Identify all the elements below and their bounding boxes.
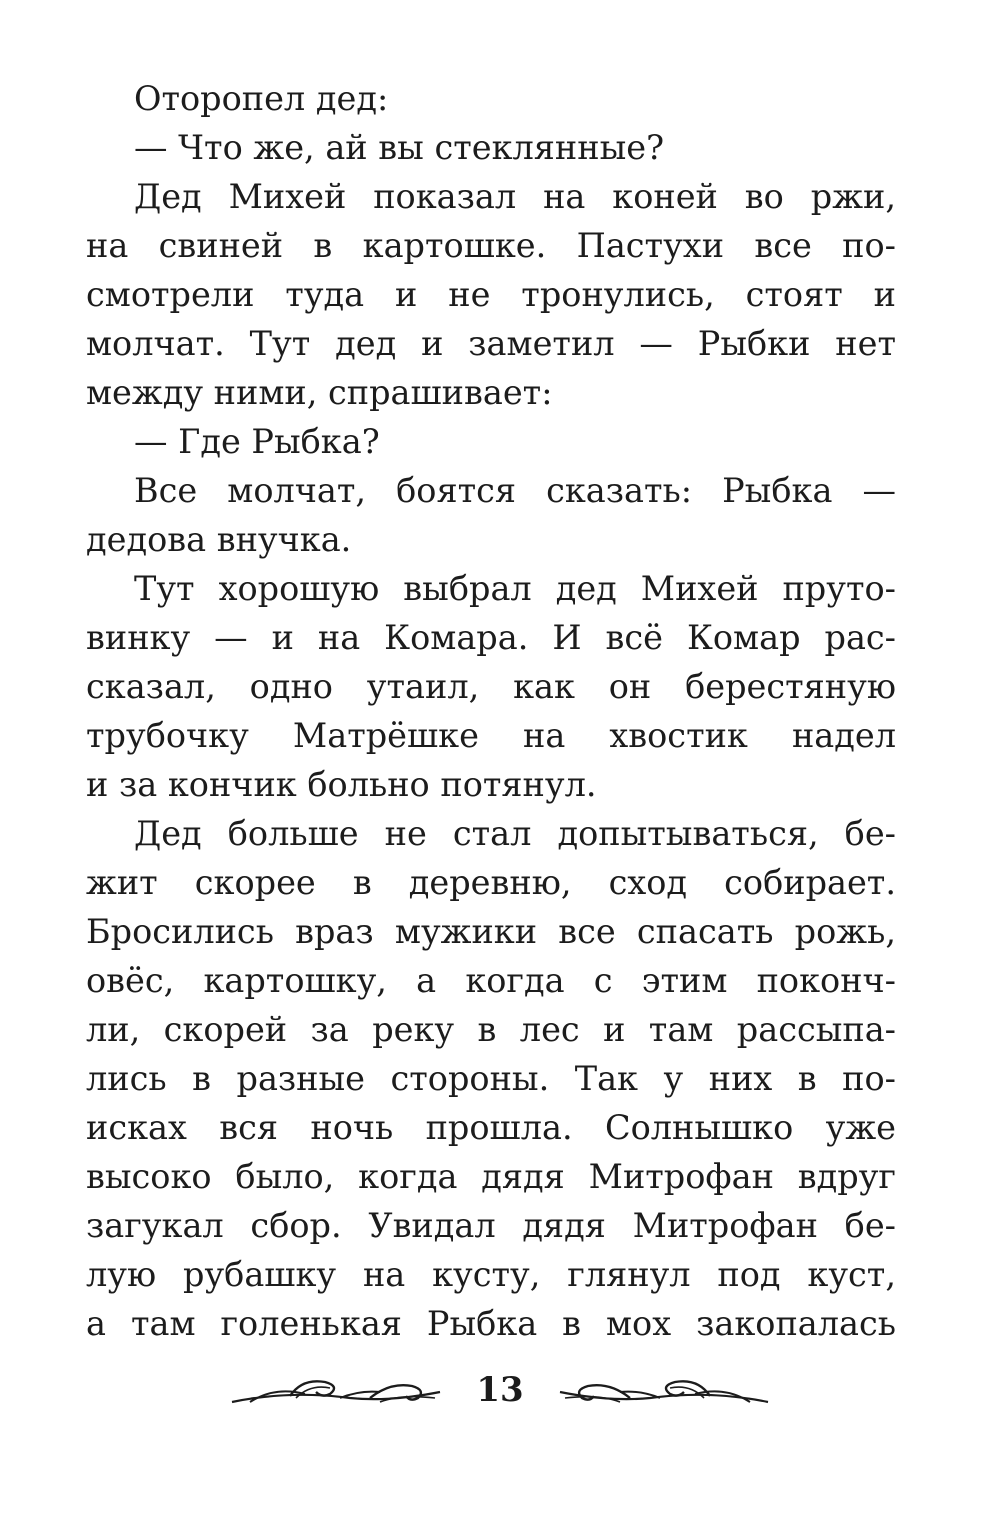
text-line: винку — и на Комара. И всё Комар рас- [86, 618, 896, 657]
text-line: молчат. Тут дед и заметил — Рыбки нет [86, 324, 896, 363]
text-line: Дед больше не стал допытываться, бе- [134, 814, 896, 853]
text-line: овёс, картошку, а когда с этим поконч- [86, 961, 896, 1000]
text-line: исках вся ночь прошла. Солнышко уже [86, 1108, 896, 1147]
text-line: Бросились враз мужики все спасать рожь, [86, 912, 896, 951]
text-line: сказал, одно утаил, как он берестяную [86, 667, 896, 706]
page-footer [230, 1368, 770, 1418]
text-line: трубочку Матрёшке на хвостик надел [86, 716, 896, 755]
text-line: высоко было, когда дядя Митрофан вдруг [86, 1157, 896, 1196]
text-line: смотрели туда и не тронулись, стоят и [86, 275, 896, 314]
text-line: Тут хорошую выбрал дед Михей пруто- [134, 569, 896, 608]
text-line: лись в разные стороны. Так у них в по- [86, 1059, 896, 1098]
text-line: между ними, спрашивает: [86, 373, 553, 412]
text-line: — Где Рыбка? [134, 422, 380, 461]
text-line: лую рубашку на кусту, глянул под куст, [86, 1255, 896, 1294]
text-line: Оторопел дед: [134, 79, 389, 118]
page-text [86, 74, 896, 1348]
text-line: жит скорее в деревню, сход собирает. [86, 863, 896, 902]
text-line: — Что же, ай вы стеклянные? [134, 128, 665, 167]
ornament-right-icon [550, 1368, 770, 1412]
text-line: загукал сбор. Увидал дядя Митрофан бе- [86, 1206, 896, 1245]
text-line: ли, скорей за реку в лес и там рассыпа- [86, 1010, 896, 1049]
text-line: и за кончик больно потянул. [86, 765, 597, 804]
text-line: а там голенькая Рыбка в мох закопалась [86, 1304, 896, 1343]
text-line: на свиней в картошке. Пастухи все по- [86, 226, 896, 265]
text-line: дедова внучка. [86, 520, 352, 559]
page-number: 13 [476, 1370, 524, 1410]
text-line: Дед Михей показал на коней во ржи, [134, 177, 896, 216]
text-line: Все молчат, боятся сказать: Рыбка — [134, 471, 896, 510]
